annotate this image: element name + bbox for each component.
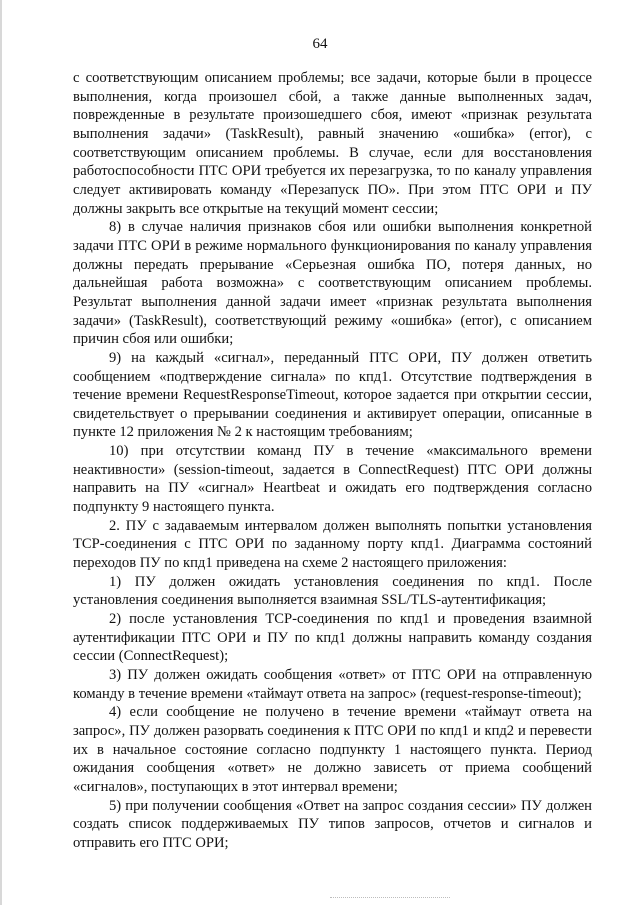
paragraph-item-9: 9) на каждый «сигнал», переданный ПТС ОРИ, ПУ должен ответить сообщением «подтверждение сигнала» по кпд1. Отсутствие подтверждения в течение времени RequestResponseTimeout, которое задается при открытии сессии, свидетельствует о прерывании соединения и активирует операции, описанные в пункте 12 приложения № 2 к настоящим требованиям; [73,349,592,441]
page-number: 64 [312,36,328,52]
paragraph-subitem-3: 3) ПУ должен ожидать сообщения «ответ» от ПТС ОРИ на отправленную команду в течение времени «таймаут ответа на запрос» (request-response-timeout); [73,667,592,702]
paragraph-item-8: 8) в случае наличия признаков сбоя или ошибки выполнения конкретной задачи ПТС ОРИ в режиме нормального функционирования по каналу управления должны передать прерывание «Серьезная ошибка ПО, потеря данных, но дальнейшая работа возможна» с соответствующим описанием проблемы. Результат выполнения данной задачи имеет «признак результата выполнения задачи» (TaskResult), соответствующий режиму «ошибка» (error), с описанием причин сбоя или ошибки; [73,219,592,348]
paragraph-subitem-5: 5) при получении сообщения «Ответ на запрос создания сессии» ПУ должен создать список поддерживаемых ПУ типов запросов, отчетов и сигналов и отправить его ПТС ОРИ; [73,797,592,851]
scan-edge [0,0,2,905]
paragraph-subitem-4: 4) если сообщение не получено в течение времени «таймаут ответа на запрос», ПУ должен разорвать соединения к ПТС ОРИ по кпд1 и кпд2 и перевести их в начальное состояние согласно подпункту 1 настоящего пункта. Период ожидания сообщения «ответ» не должно зависеть от приема сообщений «сигналов», поступающих в этот интервал времени; [73,704,592,795]
paragraph-continuation: с соответствующим описанием проблемы; все задачи, которые были в процессе выполнения, когда произошел сбой, а также данные выполненных задач, поврежденные в результате произошедшего сбоя, имеют «признак результата выполнения задачи» (TaskResult), равный значению «ошибка» (error), с соответствующим описанием проблемы. В случае, если для восстановления работоспособности ПТС ОРИ требуется их перезагрузка, то по каналу управления следует активировать команду «Перезапуск ПО». При этом ПТС ОРИ и ПУ должны закрыть все открытые на текущий момент сессии; [73,70,592,217]
paragraph-section-2: 2. ПУ с задаваемым интервалом должен выполнять попытки установления TCP-соединения с ПТС ОРИ по заданному порту кпд1. Диаграмма состояний переходов ПУ по кпд1 приведена на схеме 2 настоящего приложения: [73,517,592,572]
scan-artifact [330,897,450,899]
paragraph-subitem-1: 1) ПУ должен ожидать установления соединения по кпд1. После установления соединения выполняется взаимная SSL/TLS-аутентификация; [73,573,592,609]
document-body [73,69,592,853]
paragraph-subitem-2: 2) после установления TCP-соединения по кпд1 и проведения взаимной аутентификации ПТС ОРИ и ПУ по кпд1 должны направить команду создания сессии (ConnectRequest); [73,611,592,665]
paragraph-item-10: 10) при отсутствии команд ПУ в течение «максимального времени неактивности» (session-timeout, задается в ConnectRequest) ПТС ОРИ должны направить на ПУ «сигнал» Heartbeat и ожидать его подтверждения согласно подпункту 9 настоящего пункта. [73,443,592,516]
